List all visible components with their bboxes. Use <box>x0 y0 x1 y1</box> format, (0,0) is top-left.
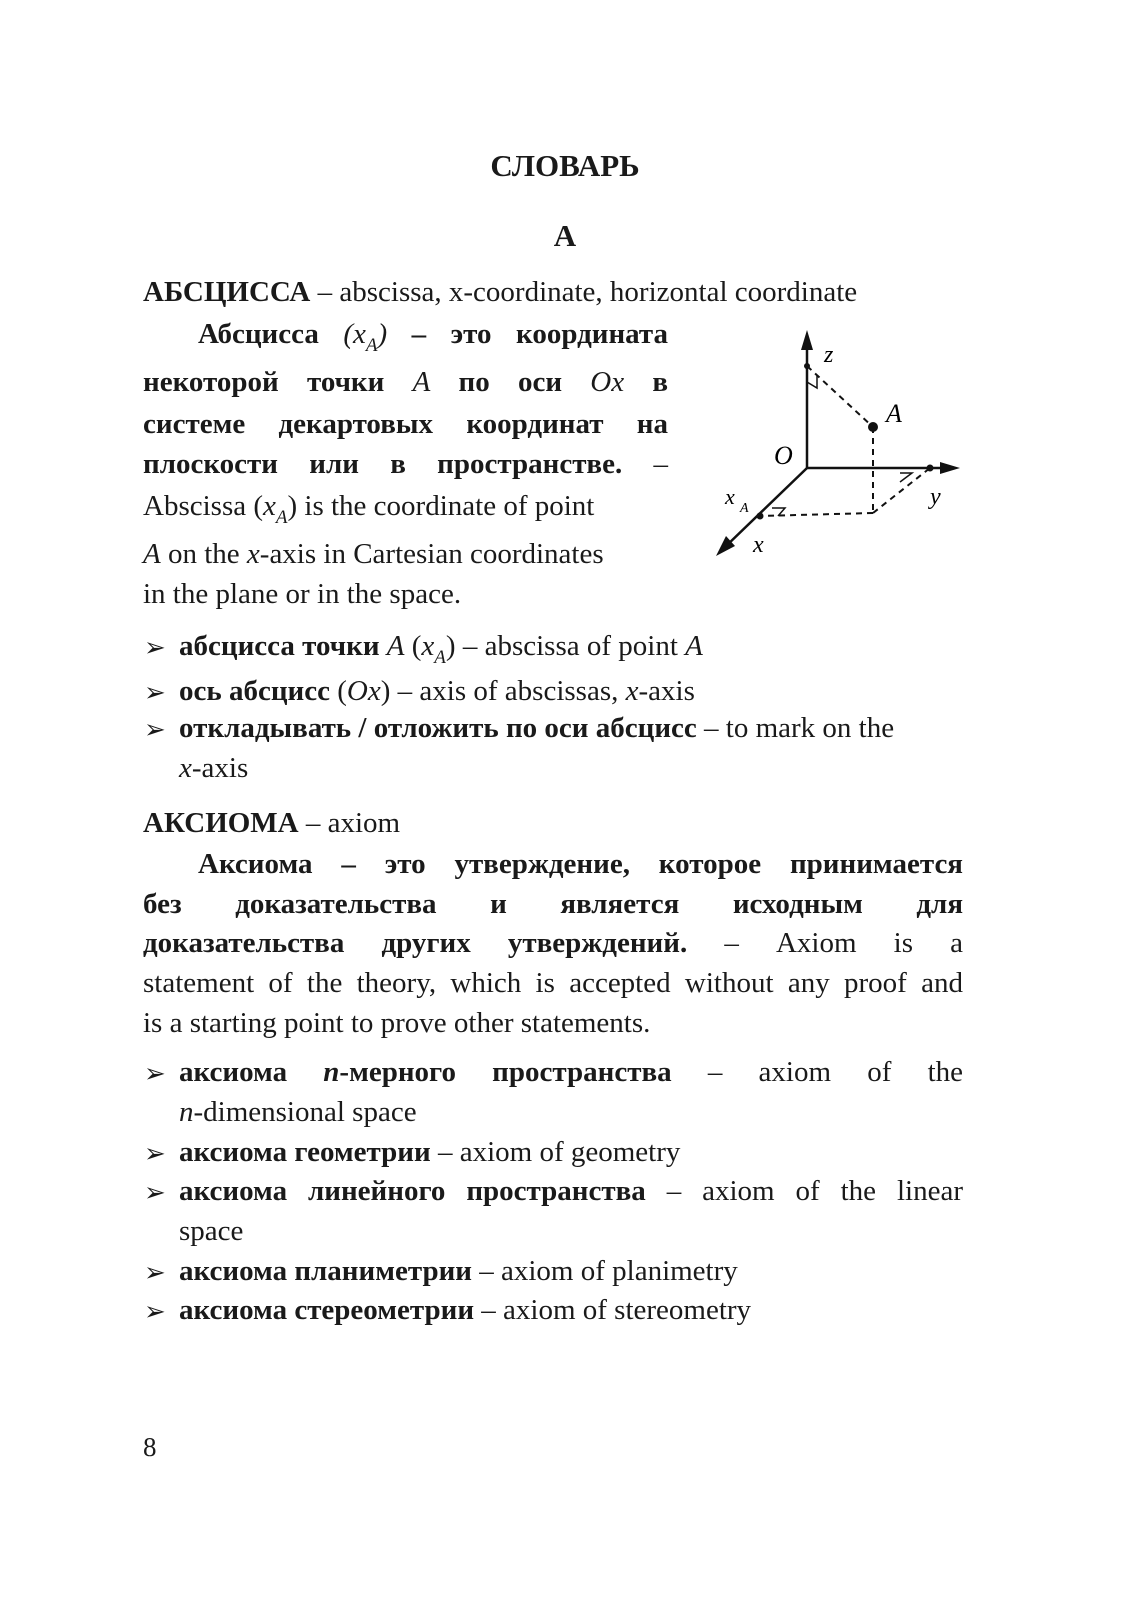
headword-translation: – axiom <box>305 807 401 839</box>
list-item-continuation: n-dimensional space <box>179 1096 417 1128</box>
label-x: x <box>753 532 764 558</box>
page-title: СЛОВАРЬ <box>490 148 640 183</box>
label-xA-sub: A <box>740 501 749 516</box>
entry-heading-axiom <box>143 809 400 838</box>
term-abscissa: Абсцисса <box>198 318 319 350</box>
section-letter: А <box>553 218 577 253</box>
definition-line <box>143 368 668 397</box>
list-item: абсцисса точки A $(x_A)$ – abscissa of point A <box>179 630 703 668</box>
bullet-arrow: ➢ <box>144 1258 166 1287</box>
list-item: откладывать / отложить по оси абсцисс – to mark on the <box>179 712 895 744</box>
definition-line-en: in the plane or in the space. <box>143 578 462 610</box>
definition-line-en: is a starting point to prove other statements. <box>143 1007 651 1039</box>
list-item-continuation: x-axis <box>179 752 249 784</box>
point-A <box>868 422 878 432</box>
point-xA <box>757 513 764 520</box>
list-item: аксиома геометрии – axiom of geometry <box>179 1136 681 1168</box>
bullet-arrow: ➢ <box>144 1178 166 1207</box>
bullet-arrow: ➢ <box>144 1139 166 1168</box>
x-axis <box>724 468 807 548</box>
point-y-projection <box>927 465 934 472</box>
math-var: A <box>412 366 431 398</box>
definition-line <box>143 450 668 479</box>
headword: АБСЦИССА <box>143 276 311 308</box>
label-z: z <box>824 342 834 368</box>
definition-text: некоторой точки <box>143 366 385 398</box>
definition-line-en: A on the x-axis in Cartesian coordinates <box>143 538 604 570</box>
projection-y <box>873 468 930 513</box>
entry-heading-abscissa <box>143 278 857 307</box>
definition-line <box>198 318 669 356</box>
headword: АКСИОМА <box>143 807 299 839</box>
definition-line: системе декартовых координат на <box>143 408 668 440</box>
bullet-arrow: ➢ <box>144 1059 166 1088</box>
definition-text: – это координата <box>411 318 669 350</box>
definition-line-en: statement of the theory, which is accepted without any proof and <box>143 967 963 999</box>
bullet-arrow: ➢ <box>144 678 166 707</box>
list-item: аксиома n-мерного пространства – axiom of the <box>179 1056 964 1088</box>
definition-line: Аксиома – это утверждение, которое принимается <box>198 848 963 880</box>
point-z-projection <box>804 363 810 369</box>
bullet-arrow: ➢ <box>144 1297 166 1326</box>
list-item: аксиома планиметрии – axiom of planimetry <box>179 1255 738 1287</box>
coordinate-axes-figure <box>700 320 970 570</box>
list-item: аксиома стереометрии – axiom of stereometry <box>179 1294 752 1326</box>
math-var: Ox <box>590 366 625 398</box>
definition-line: без доказательства и является исходным для <box>143 888 964 920</box>
z-arrow <box>801 330 813 350</box>
bullet-arrow: ➢ <box>144 633 166 662</box>
definition-line-en: Abscissa $(x_A)$ is the coordinate of point <box>143 490 595 528</box>
definition-text: по оси <box>458 366 563 398</box>
projection-z <box>807 366 873 427</box>
dash: – <box>653 448 668 480</box>
right-angle-mark <box>900 473 912 482</box>
label-xA: x <box>725 484 735 509</box>
y-arrow <box>940 462 960 474</box>
projection-x <box>760 513 873 516</box>
headword-translation: – abscissa, x-coordinate, horizontal coordinate <box>317 276 858 308</box>
math-var: $(x_A)$ <box>343 318 388 356</box>
definition-text: в <box>652 366 669 398</box>
list-item: ось абсцисс (Ox) – axis of abscissas, x-axis <box>179 675 695 707</box>
label-y: y <box>930 484 941 510</box>
definition-text: плоскости или в пространстве. <box>143 448 623 480</box>
label-A: A <box>886 399 902 428</box>
label-O: O <box>774 441 793 470</box>
definition-line: доказательства других утверждений. – Axiom is a <box>143 927 964 959</box>
list-item-continuation: space <box>179 1215 244 1247</box>
list-item: аксиома линейного пространства – axiom of the linear <box>179 1175 963 1207</box>
page-number: 8 <box>143 1432 157 1462</box>
bullet-arrow: ➢ <box>144 715 166 744</box>
right-angle-mark <box>807 376 817 388</box>
